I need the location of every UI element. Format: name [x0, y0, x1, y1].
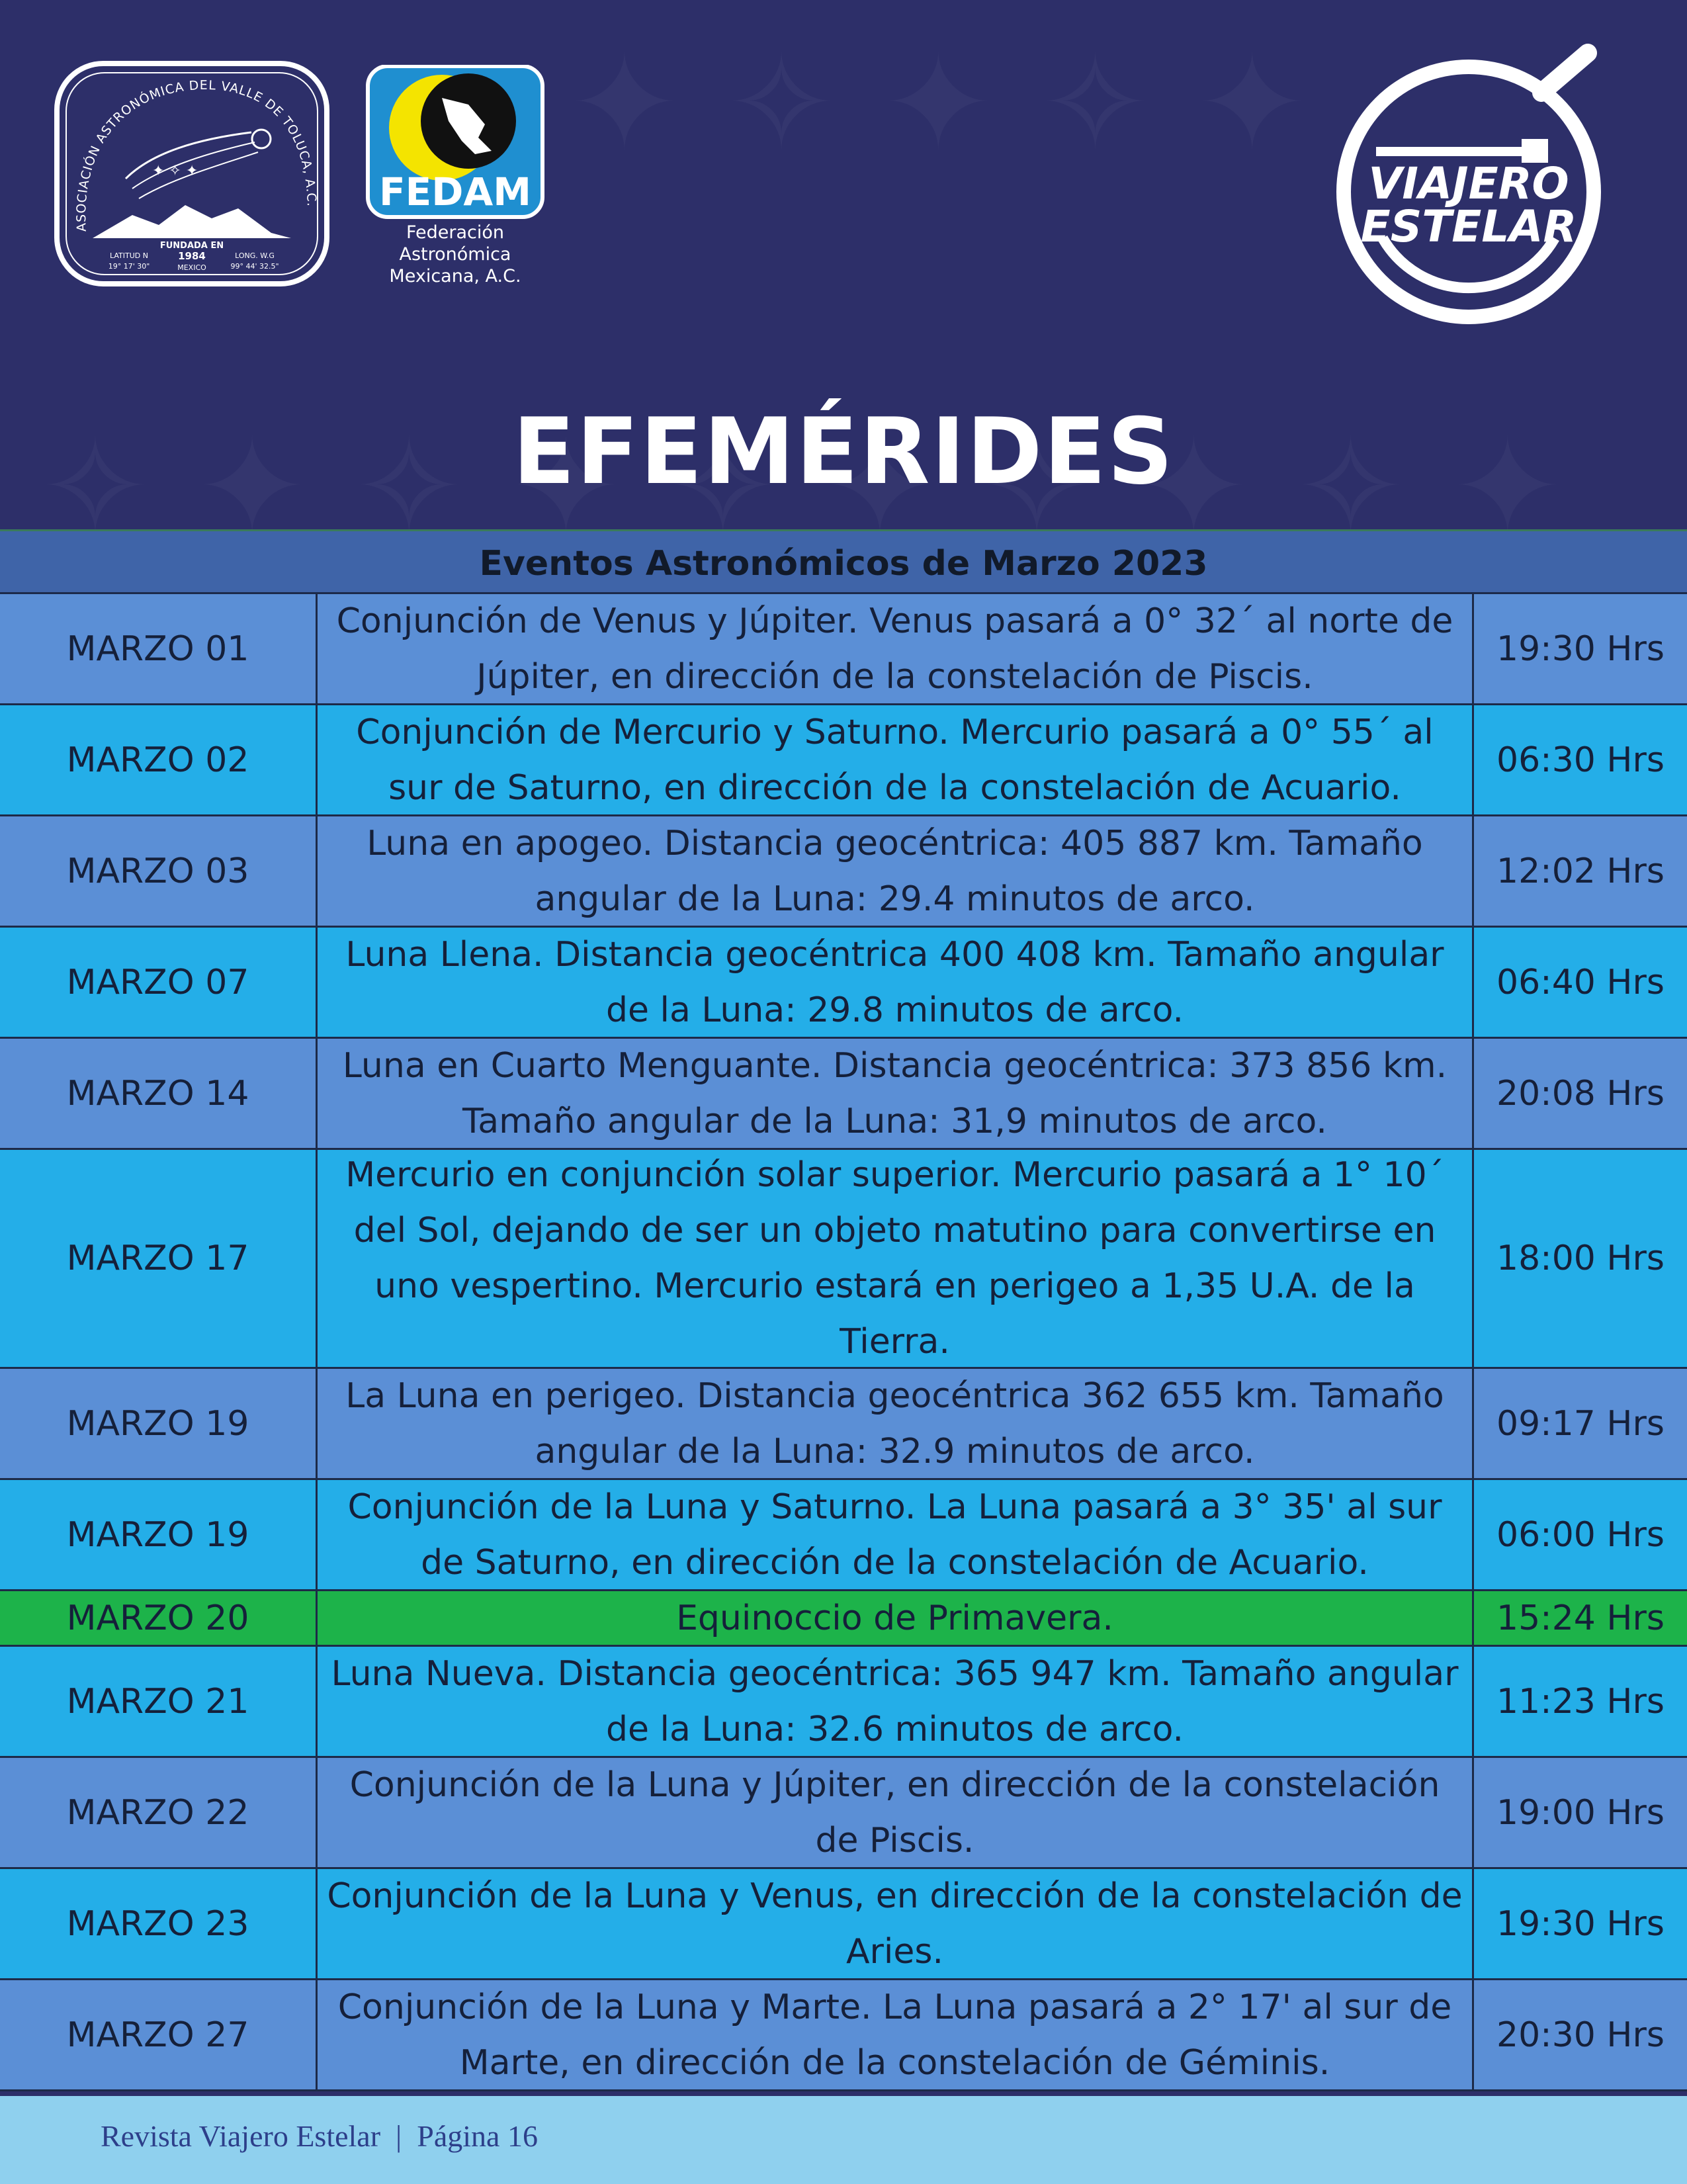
svg-text:Mexicana, A.C.: Mexicana, A.C. — [389, 266, 521, 286]
table-row — [0, 1980, 1687, 2091]
table-row — [0, 1369, 1687, 1480]
table-row — [0, 1480, 1687, 1591]
table-row — [0, 928, 1687, 1039]
event-date: MARZO 27 — [0, 1980, 318, 2089]
svg-text:1984: 1984 — [178, 250, 206, 262]
event-time: 18:00 Hrs — [1496, 1239, 1665, 1278]
event-time: 11:23 Hrs — [1496, 1681, 1665, 1722]
table-row — [0, 594, 1687, 705]
table-title: Eventos Astronómicos de Marzo 2023 — [0, 529, 1687, 594]
event-time: 06:00 Hrs — [1496, 1514, 1665, 1555]
event-description: Conjunción de Venus y Júpiter. Venus pasará a 0° 32´ al norte de Júpiter, en dirección de la constelación de Piscis. — [318, 594, 1474, 703]
event-date: MARZO 21 — [0, 1647, 318, 1756]
event-time: 09:17 Hrs — [1496, 1403, 1665, 1444]
footer-page-number: Página 16 — [417, 2119, 538, 2153]
svg-text:LATITUD N: LATITUD N — [110, 251, 148, 260]
event-date: MARZO 19 — [0, 1369, 318, 1478]
event-description: Conjunción de Mercurio y Saturno. Mercurio pasará a 0° 55´ al sur de Saturno, en dirección de la constelación de Acuario. — [318, 705, 1474, 814]
svg-text:MEXICO: MEXICO — [177, 263, 206, 272]
svg-text:FEDAM: FEDAM — [379, 169, 531, 214]
table-row — [0, 816, 1687, 928]
table-row — [0, 1869, 1687, 1980]
avt-logo — [53, 60, 331, 288]
event-date: MARZO 19 — [0, 1480, 318, 1589]
event-date: MARZO 14 — [0, 1039, 318, 1148]
table-row — [0, 1039, 1687, 1150]
event-time: 19:30 Hrs — [1496, 1903, 1665, 1944]
event-date: MARZO 02 — [0, 705, 318, 814]
background-pattern — [569, 26, 1307, 181]
event-time: 19:30 Hrs — [1496, 629, 1665, 669]
table-row — [0, 1591, 1687, 1647]
viajero-estelar-logo — [1323, 40, 1614, 331]
event-description: La Luna en perigeo. Distancia geocéntrica 362 655 km. Tamaño angular de la Luna: 32.9 minutos de arco. — [318, 1369, 1474, 1478]
event-time: 12:02 Hrs — [1496, 851, 1665, 891]
event-description: Conjunción de la Luna y Saturno. La Luna pasará a 3° 35' al sur de Saturno, en dirección de la constelación de Acuario. — [318, 1480, 1474, 1589]
table-row — [0, 1647, 1687, 1758]
svg-text:✦ ✧ ✦: ✦ ✧ ✦ — [152, 163, 198, 179]
event-time: 20:08 Hrs — [1496, 1073, 1665, 1114]
page-footer — [0, 2096, 1687, 2184]
event-date: MARZO 03 — [0, 816, 318, 926]
event-description: Conjunción de la Luna y Júpiter, en dirección de la constelación de Piscis. — [318, 1758, 1474, 1867]
event-time: 15:24 Hrs — [1496, 1598, 1665, 1638]
svg-text:VIAJERO: VIAJERO — [1368, 158, 1569, 209]
event-description: Mercurio en conjunción solar superior. Mercurio pasará a 1° 10´ del Sol, dejando de ser un objeto matutino para convertirse en uno vespertino. Mercurio estará en perigeo a 1,35 U.A. de la Tierra. — [318, 1150, 1474, 1367]
table-row — [0, 705, 1687, 816]
svg-text:Astronómica: Astronómica — [399, 244, 511, 265]
event-date: MARZO 17 — [0, 1150, 318, 1367]
fedam-logo — [363, 65, 548, 290]
table-row — [0, 1758, 1687, 1869]
page-header — [0, 0, 1687, 529]
events-table — [0, 529, 1687, 2091]
event-date: MARZO 07 — [0, 928, 318, 1037]
footer-separator: | — [396, 2119, 402, 2153]
event-date: MARZO 22 — [0, 1758, 318, 1867]
event-description: Luna Llena. Distancia geocéntrica 400 408 km. Tamaño angular de la Luna: 29.8 minutos de arco. — [318, 928, 1474, 1037]
event-description: Conjunción de la Luna y Venus, en dirección de la constelación de Aries. — [318, 1869, 1474, 1978]
event-description: Conjunción de la Luna y Marte. La Luna pasará a 2° 17' al sur de Marte, en dirección de la constelación de Géminis. — [318, 1980, 1474, 2089]
svg-text:ESTELAR: ESTELAR — [1360, 201, 1577, 252]
page-title: EFEMÉRIDES — [512, 398, 1175, 505]
event-time: 20:30 Hrs — [1496, 2015, 1665, 2055]
event-time: 06:30 Hrs — [1496, 740, 1665, 780]
footer-text — [101, 2118, 538, 2154]
svg-text:FUNDADA EN: FUNDADA EN — [159, 241, 224, 251]
event-time: 19:00 Hrs — [1496, 1792, 1665, 1833]
event-date: MARZO 01 — [0, 594, 318, 703]
event-time: 06:40 Hrs — [1496, 962, 1665, 1002]
svg-text:Federación: Federación — [406, 222, 505, 243]
event-date: MARZO 20 — [0, 1591, 318, 1645]
footer-magazine: Revista Viajero Estelar — [101, 2119, 381, 2153]
event-date: MARZO 23 — [0, 1869, 318, 1978]
svg-text:LONG. W.G: LONG. W.G — [235, 251, 275, 260]
svg-text:ASOCIACIÓN ASTRONÓMICA DEL VAL: ASOCIACIÓN ASTRONÓMICA DEL VALLE DE TOLUCA, A.C. — [74, 77, 319, 232]
table-body — [0, 594, 1687, 2091]
event-description: Luna Nueva. Distancia geocéntrica: 365 947 km. Tamaño angular de la Luna: 32.6 minutos de arco. — [318, 1647, 1474, 1756]
event-description: Luna en Cuarto Menguante. Distancia geocéntrica: 373 856 km. Tamaño angular de la Luna: 31,9 minutos de arco. — [318, 1039, 1474, 1148]
svg-text:99° 44' 32.5": 99° 44' 32.5" — [230, 262, 279, 271]
table-row — [0, 1150, 1687, 1369]
svg-text:19° 17' 30": 19° 17' 30" — [108, 262, 150, 271]
event-description: Equinoccio de Primavera. — [318, 1591, 1474, 1645]
event-description: Luna en apogeo. Distancia geocéntrica: 405 887 km. Tamaño angular de la Luna: 29.4 minutos de arco. — [318, 816, 1474, 926]
